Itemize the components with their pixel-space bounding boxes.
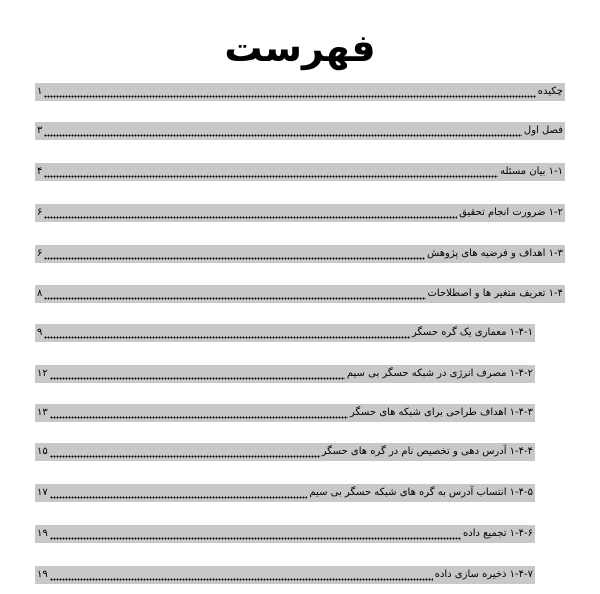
toc-entry[interactable] xyxy=(35,566,535,584)
toc-entry[interactable] xyxy=(35,204,565,222)
toc-entry[interactable] xyxy=(35,122,565,140)
toc-page-number: ۱۳ xyxy=(37,407,48,418)
page-title: فهرست xyxy=(224,26,376,70)
toc-page-number: ۱ xyxy=(37,86,43,97)
toc-page-number: ۹ xyxy=(37,327,43,338)
toc-entry-label: ۱-۴-۴ آدرس دهی و تخصیص نام در گره های حسگر xyxy=(321,446,533,457)
toc-entry-label: ۱-۴-۱ معماری یک گره حسگر xyxy=(411,327,533,338)
toc-page-number: ۱۵ xyxy=(37,446,48,457)
dot-leader xyxy=(44,122,522,140)
dot-leader xyxy=(50,566,433,584)
toc-page-number: ۶ xyxy=(37,207,43,218)
toc-entry-label: چکیده xyxy=(537,86,563,97)
dot-leader xyxy=(50,443,320,461)
toc-entry[interactable] xyxy=(35,245,565,263)
toc-page-number: ۴ xyxy=(37,166,43,177)
toc-entry-label: ۱-۳ اهداف و فرضیه های پژوهش xyxy=(427,248,563,259)
dot-leader xyxy=(44,285,425,303)
toc-entry[interactable] xyxy=(35,365,535,383)
toc-entry[interactable] xyxy=(35,163,565,181)
dot-leader xyxy=(44,324,410,342)
toc-entry-label: ۱-۴-۲ مصرف انرژی در شبکه حسگر بی سیم xyxy=(346,368,533,379)
toc-page-number: ۶ xyxy=(37,248,43,259)
toc-entry-label: ۱-۴-۵ انتساب آدرس به گره های شبکه حسگر بی سیم xyxy=(309,487,533,498)
dot-leader xyxy=(44,245,425,263)
toc-entry-label: ۱-۴ تعریف متغیر ها و اصطلاحات xyxy=(427,288,563,299)
dot-leader xyxy=(50,484,308,502)
toc-entry[interactable] xyxy=(35,404,535,422)
toc-entry-label: فصل اول xyxy=(523,125,563,136)
toc-page-number: ۳ xyxy=(37,125,43,136)
toc-page-number: ۱۹ xyxy=(37,528,48,539)
toc-entry[interactable] xyxy=(35,324,535,342)
toc-page-number: ۱۲ xyxy=(37,368,48,379)
dot-leader xyxy=(44,83,535,101)
toc-entry[interactable] xyxy=(35,285,565,303)
toc-entry[interactable] xyxy=(35,525,535,543)
toc-entry[interactable] xyxy=(35,83,565,101)
toc-entry-label: ۱-۲ ضرورت انجام تحقیق xyxy=(459,207,563,218)
toc-entry[interactable] xyxy=(35,443,535,461)
toc-page-number: ۸ xyxy=(37,288,43,299)
dot-leader xyxy=(50,525,461,543)
toc-entry-label: ۱-۴-۶ تجمیع داده xyxy=(463,528,533,539)
toc-entry-label: ۱-۱ بیان مسئله xyxy=(500,166,563,177)
toc-entry-label: ۱-۴-۳ اهداف طراحی برای شبکه های حسگر xyxy=(349,407,533,418)
toc-entry[interactable] xyxy=(35,484,535,502)
dot-leader xyxy=(44,163,498,181)
toc-page-number: ۱۷ xyxy=(37,487,48,498)
toc-entry-label: ۱-۴-۷ ذخیره سازی داده xyxy=(434,569,533,580)
dot-leader xyxy=(50,404,348,422)
dot-leader xyxy=(50,365,345,383)
toc-page-number: ۱۹ xyxy=(37,569,48,580)
dot-leader xyxy=(44,204,457,222)
